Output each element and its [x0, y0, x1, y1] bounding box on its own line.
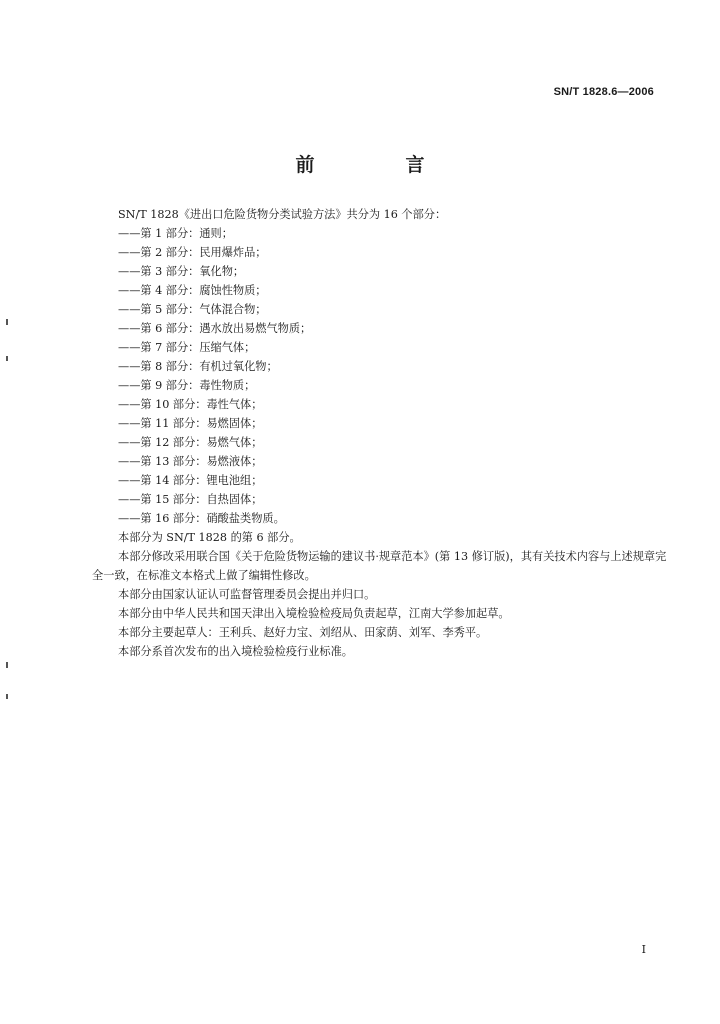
- list-item: ——第 16 部分：硝酸盐类物质。: [118, 512, 285, 525]
- list-item: ——第 4 部分：腐蚀性物质；: [118, 284, 267, 297]
- list-item: ——第 7 部分：压缩气体；: [118, 341, 256, 354]
- list-item: ——第 5 部分：气体混合物；: [118, 303, 267, 316]
- intro-line: SN/T 1828《进出口危险货物分类试验方法》共分为 16 个部分：: [118, 208, 447, 221]
- list-item: ——第 13 部分：易燃液体；: [118, 455, 263, 468]
- scan-mark: [6, 694, 8, 699]
- paragraph: 本部分为 SN/T 1828 的第 6 部分。: [118, 531, 301, 544]
- list-item: ——第 6 部分：遇水放出易燃气物质；: [118, 322, 312, 335]
- list-item: ——第 11 部分：易燃固体；: [118, 417, 263, 430]
- paragraph: 本部分修改采用联合国《关于危险货物运输的建议书·规章范本》(第 13 修订版)，其有关技术内容与上述规章完全一致，在标准文本格式上做了编辑性修改。: [92, 550, 667, 582]
- page-title: 前 言: [295, 154, 461, 176]
- scan-mark: [6, 319, 8, 325]
- list-item: ——第 15 部分：自热固体；: [118, 493, 263, 506]
- list-item: ——第 3 部分：氧化物；: [118, 265, 245, 278]
- list-item: ——第 9 部分：毒性物质；: [118, 379, 256, 392]
- list-item: ——第 8 部分：有机过氧化物；: [118, 360, 278, 373]
- scan-mark: [6, 356, 8, 361]
- scan-mark: [6, 662, 8, 668]
- foreword-body: [92, 205, 674, 661]
- document-code: SN/T 1828.6—2006: [553, 86, 654, 98]
- list-item: ——第 14 部分：锂电池组；: [118, 474, 263, 487]
- page-number: I: [641, 943, 646, 956]
- paragraph: 本部分主要起草人：王利兵、赵好力宝、刘绍从、田家荫、刘军、李秀平。: [118, 626, 488, 639]
- list-item: ——第 10 部分：毒性气体；: [118, 398, 263, 411]
- paragraph: 本部分由国家认证认可监督管理委员会提出并归口。: [118, 588, 376, 601]
- list-item: ——第 1 部分：通则；: [118, 227, 233, 240]
- list-item: ——第 12 部分：易燃气体；: [118, 436, 263, 449]
- list-item: ——第 2 部分：民用爆炸品；: [118, 246, 267, 259]
- part-list: [92, 224, 674, 528]
- paragraph: 本部分系首次发布的出入境检验检疫行业标准。: [118, 645, 353, 658]
- paragraph: 本部分由中华人民共和国天津出入境检验检疫局负责起草，江南大学参加起草。: [118, 607, 510, 620]
